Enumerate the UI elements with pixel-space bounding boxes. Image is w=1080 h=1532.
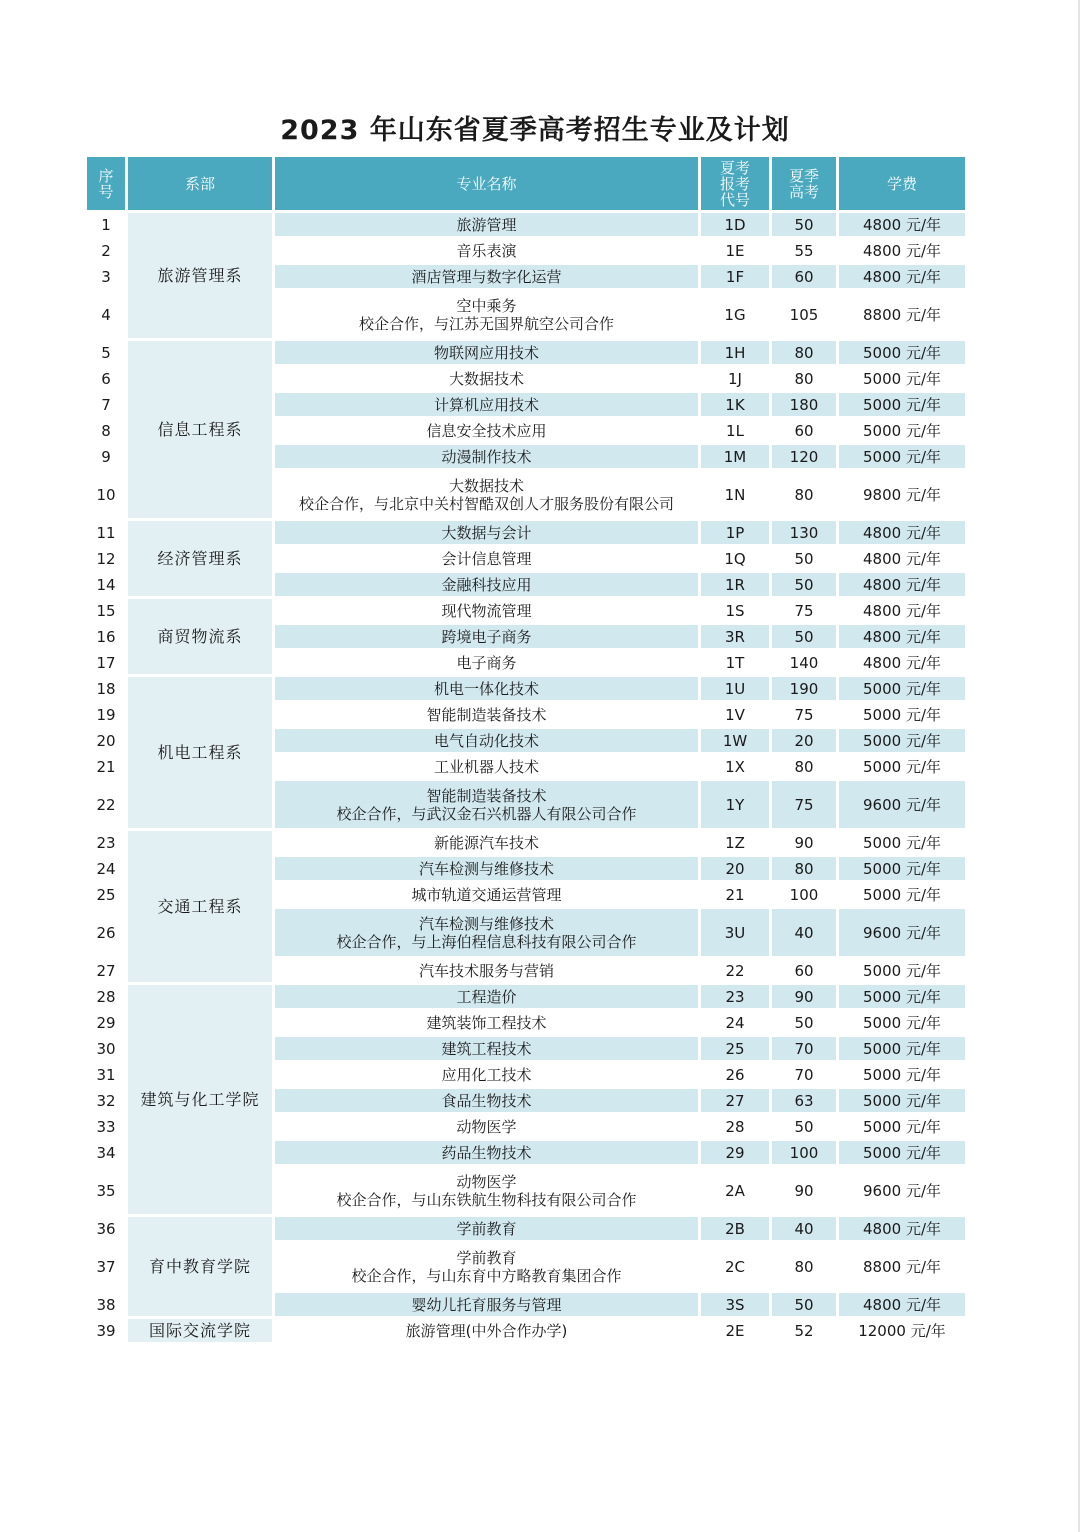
- row-number: 20: [87, 729, 125, 752]
- quota-cell: 130: [772, 521, 836, 544]
- tuition-cell: 4800 元/年: [839, 521, 965, 544]
- tuition-cell: 4800 元/年: [839, 1293, 965, 1316]
- row-number: 1: [87, 213, 125, 236]
- quota-cell: 50: [772, 1115, 836, 1138]
- major-name: 空中乘务: [456, 296, 517, 315]
- quota-cell: 80: [772, 471, 836, 518]
- major-name: 建筑装饰工程技术: [426, 1013, 547, 1032]
- row-number: 11: [87, 521, 125, 544]
- tuition-cell: 8800 元/年: [839, 1243, 965, 1290]
- tuition-cell: 5000 元/年: [839, 1115, 965, 1138]
- major-cell: [275, 1141, 698, 1164]
- tuition-cell: 4800 元/年: [839, 1217, 965, 1240]
- major-name: 旅游管理(中外合作办学): [405, 1321, 568, 1340]
- major-cell: [275, 471, 698, 518]
- tuition-cell: 4800 元/年: [839, 573, 965, 596]
- table-row: [87, 1217, 965, 1240]
- quota-cell: 50: [772, 1011, 836, 1034]
- major-cell: [275, 1319, 698, 1342]
- exam-code-cell: 1Y: [701, 781, 769, 828]
- tuition-cell: 9800 元/年: [839, 471, 965, 518]
- exam-code-cell: 2E: [701, 1319, 769, 1342]
- major-name: 工业机器人技术: [433, 757, 539, 776]
- exam-code-cell: 2A: [701, 1167, 769, 1214]
- quota-cell: 180: [772, 393, 836, 416]
- col-header-major: 专业名称: [275, 157, 698, 210]
- tuition-cell: 9600 元/年: [839, 1167, 965, 1214]
- col-header-code: [701, 157, 769, 210]
- quota-cell: 40: [772, 909, 836, 956]
- exam-code-cell: 1D: [701, 213, 769, 236]
- department-cell: 经济管理系: [128, 521, 272, 596]
- quota-cell: 70: [772, 1063, 836, 1086]
- major-name: 食品生物技术: [441, 1091, 532, 1110]
- exam-code-cell: 3R: [701, 625, 769, 648]
- major-name: 金融科技应用: [441, 575, 532, 594]
- major-cell: [275, 341, 698, 364]
- major-cell: [275, 393, 698, 416]
- table-row: [87, 677, 965, 700]
- major-name: 婴幼儿托育服务与管理: [411, 1295, 562, 1314]
- quota-cell: 50: [772, 1293, 836, 1316]
- department-cell: 机电工程系: [128, 677, 272, 828]
- major-name: 动漫制作技术: [441, 447, 532, 466]
- tuition-cell: 5000 元/年: [839, 341, 965, 364]
- page-title: 2023 年山东省夏季高考招生专业及计划: [280, 115, 790, 146]
- major-cell: [275, 883, 698, 906]
- h-no-label: 序 号: [98, 166, 114, 201]
- major-cell: [275, 1089, 698, 1112]
- major-cell: [275, 367, 698, 390]
- exam-code-cell: 1X: [701, 755, 769, 778]
- quota-cell: 80: [772, 857, 836, 880]
- row-number: 26: [87, 909, 125, 956]
- exam-code-cell: 1E: [701, 239, 769, 262]
- exam-code-cell: 20: [701, 857, 769, 880]
- row-number: 32: [87, 1089, 125, 1112]
- exam-code-cell: 1H: [701, 341, 769, 364]
- major-name: 汽车检测与维修技术: [418, 859, 554, 878]
- enrollment-table: [84, 154, 968, 1345]
- tuition-cell: 8800 元/年: [839, 291, 965, 338]
- major-name: 城市轨道交通运营管理: [411, 885, 562, 904]
- quota-cell: 50: [772, 547, 836, 570]
- tuition-cell: 4800 元/年: [839, 239, 965, 262]
- quota-cell: 63: [772, 1089, 836, 1112]
- major-name: 物联网应用技术: [433, 343, 539, 362]
- exam-code-cell: 28: [701, 1115, 769, 1138]
- quota-cell: 120: [772, 445, 836, 468]
- quota-cell: 50: [772, 625, 836, 648]
- major-name: 工程造价: [456, 987, 517, 1006]
- major-name: 新能源汽车技术: [433, 833, 539, 852]
- major-cell: [275, 651, 698, 674]
- major-name: 药品生物技术: [441, 1143, 532, 1162]
- row-number: 39: [87, 1319, 125, 1342]
- row-number: 34: [87, 1141, 125, 1164]
- tuition-cell: 5000 元/年: [839, 729, 965, 752]
- department-cell: 交通工程系: [128, 831, 272, 982]
- major-cell: [275, 213, 698, 236]
- exam-code-cell: 1R: [701, 573, 769, 596]
- tuition-cell: 5000 元/年: [839, 393, 965, 416]
- row-number: 7: [87, 393, 125, 416]
- exam-code-cell: 1S: [701, 599, 769, 622]
- major-name: 机电一体化技术: [433, 679, 539, 698]
- major-name: 电子商务: [456, 653, 517, 672]
- tuition-cell: 9600 元/年: [839, 781, 965, 828]
- major-cell: [275, 1115, 698, 1138]
- major-name: 汽车技术服务与营销: [418, 961, 554, 980]
- exam-code-cell: 24: [701, 1011, 769, 1034]
- major-cell: [275, 445, 698, 468]
- major-cell: [275, 729, 698, 752]
- quota-cell: 55: [772, 239, 836, 262]
- major-cell: [275, 755, 698, 778]
- major-cell: [275, 625, 698, 648]
- exam-code-cell: 2C: [701, 1243, 769, 1290]
- row-number: 19: [87, 703, 125, 726]
- major-note: 校企合作，与江苏无国界航空公司合作: [358, 314, 614, 333]
- department-cell: 国际交流学院: [128, 1319, 272, 1342]
- major-name: 动物医学: [456, 1172, 517, 1191]
- exam-code-cell: 29: [701, 1141, 769, 1164]
- row-number: 23: [87, 831, 125, 854]
- tuition-cell: 5000 元/年: [839, 677, 965, 700]
- tuition-cell: 5000 元/年: [839, 857, 965, 880]
- department-cell: 育中教育学院: [128, 1217, 272, 1316]
- quota-cell: 60: [772, 265, 836, 288]
- major-cell: [275, 857, 698, 880]
- major-cell: [275, 265, 698, 288]
- exam-code-cell: 1P: [701, 521, 769, 544]
- table-body: [87, 213, 965, 1342]
- major-name: 大数据技术: [448, 369, 524, 388]
- major-cell: [275, 1293, 698, 1316]
- row-number: 29: [87, 1011, 125, 1034]
- major-name: 信息安全技术应用: [426, 421, 547, 440]
- row-number: 17: [87, 651, 125, 674]
- major-cell: [275, 1217, 698, 1240]
- major-name: 应用化工技术: [441, 1065, 532, 1084]
- major-name: 学前教育: [456, 1219, 517, 1238]
- major-name: 大数据技术: [448, 476, 524, 495]
- quota-cell: 60: [772, 959, 836, 982]
- tuition-cell: 5000 元/年: [839, 445, 965, 468]
- major-cell: [275, 239, 698, 262]
- quota-cell: 52: [772, 1319, 836, 1342]
- row-number: 25: [87, 883, 125, 906]
- quota-cell: 50: [772, 573, 836, 596]
- major-cell: [275, 831, 698, 854]
- table-row: [87, 341, 965, 364]
- major-cell: [275, 547, 698, 570]
- tuition-cell: 5000 元/年: [839, 419, 965, 442]
- tuition-cell: 4800 元/年: [839, 547, 965, 570]
- col-header-dept: 系部: [128, 157, 272, 210]
- tuition-cell: 4800 元/年: [839, 213, 965, 236]
- major-name: 动物医学: [456, 1117, 517, 1136]
- major-note: 校企合作，与武汉金石兴机器人有限公司合作: [336, 804, 637, 823]
- table-header-row: [87, 157, 965, 210]
- major-cell: [275, 703, 698, 726]
- exam-code-cell: 21: [701, 883, 769, 906]
- row-number: 38: [87, 1293, 125, 1316]
- row-number: 28: [87, 985, 125, 1008]
- department-cell: 建筑与化工学院: [128, 985, 272, 1214]
- tuition-cell: 5000 元/年: [839, 703, 965, 726]
- tuition-cell: 9600 元/年: [839, 909, 965, 956]
- major-name: 智能制造装备技术: [426, 786, 547, 805]
- exam-code-cell: 3S: [701, 1293, 769, 1316]
- quota-cell: 90: [772, 985, 836, 1008]
- row-number: 27: [87, 959, 125, 982]
- quota-cell: 105: [772, 291, 836, 338]
- quota-cell: 75: [772, 781, 836, 828]
- major-name: 大数据与会计: [441, 523, 532, 542]
- quota-cell: 80: [772, 367, 836, 390]
- major-cell: [275, 781, 698, 828]
- quota-cell: 100: [772, 1141, 836, 1164]
- tuition-cell: 5000 元/年: [839, 1011, 965, 1034]
- exam-code-cell: 1N: [701, 471, 769, 518]
- row-number: 5: [87, 341, 125, 364]
- major-cell: [275, 573, 698, 596]
- row-number: 12: [87, 547, 125, 570]
- quota-cell: 140: [772, 651, 836, 674]
- exam-code-cell: 23: [701, 985, 769, 1008]
- quota-cell: 190: [772, 677, 836, 700]
- exam-code-cell: 1F: [701, 265, 769, 288]
- tuition-cell: 12000 元/年: [839, 1319, 965, 1342]
- quota-cell: 60: [772, 419, 836, 442]
- major-name: 智能制造装备技术: [426, 705, 547, 724]
- department-cell: 商贸物流系: [128, 599, 272, 674]
- row-number: 9: [87, 445, 125, 468]
- major-name: 跨境电子商务: [441, 627, 532, 646]
- row-number: 36: [87, 1217, 125, 1240]
- major-cell: [275, 1243, 698, 1290]
- major-cell: [275, 1063, 698, 1086]
- col-header-no: [87, 157, 125, 210]
- exam-code-cell: 2B: [701, 1217, 769, 1240]
- quota-cell: 80: [772, 755, 836, 778]
- table-row: [87, 599, 965, 622]
- tuition-cell: 4800 元/年: [839, 265, 965, 288]
- col-header-count: [772, 157, 836, 210]
- major-name: 建筑工程技术: [441, 1039, 532, 1058]
- row-number: 14: [87, 573, 125, 596]
- tuition-cell: 4800 元/年: [839, 599, 965, 622]
- row-number: 35: [87, 1167, 125, 1214]
- major-cell: [275, 291, 698, 338]
- exam-code-cell: 1L: [701, 419, 769, 442]
- major-name: 学前教育: [456, 1248, 517, 1267]
- exam-code-cell: 22: [701, 959, 769, 982]
- tuition-cell: 5000 元/年: [839, 367, 965, 390]
- row-number: 6: [87, 367, 125, 390]
- row-number: 33: [87, 1115, 125, 1138]
- row-number: 21: [87, 755, 125, 778]
- row-number: 3: [87, 265, 125, 288]
- quota-cell: 70: [772, 1037, 836, 1060]
- major-cell: [275, 521, 698, 544]
- row-number: 37: [87, 1243, 125, 1290]
- tuition-cell: 5000 元/年: [839, 959, 965, 982]
- row-number: 8: [87, 419, 125, 442]
- major-name: 旅游管理: [456, 215, 517, 234]
- quota-cell: 80: [772, 341, 836, 364]
- exam-code-cell: 25: [701, 1037, 769, 1060]
- major-note: 校企合作，与山东育中方略教育集团合作: [351, 1266, 622, 1285]
- row-number: 16: [87, 625, 125, 648]
- major-note: 校企合作，与山东铁航生物科技有限公司合作: [336, 1190, 637, 1209]
- tuition-cell: 5000 元/年: [839, 1063, 965, 1086]
- major-name: 会计信息管理: [441, 549, 532, 568]
- row-number: 31: [87, 1063, 125, 1086]
- row-number: 2: [87, 239, 125, 262]
- major-cell: [275, 909, 698, 956]
- exam-code-cell: 1K: [701, 393, 769, 416]
- exam-code-cell: 26: [701, 1063, 769, 1086]
- row-number: 18: [87, 677, 125, 700]
- exam-code-cell: 1Z: [701, 831, 769, 854]
- quota-cell: 75: [772, 599, 836, 622]
- h-count-label: 夏季 高考: [788, 166, 819, 201]
- table-row: [87, 213, 965, 236]
- quota-cell: 20: [772, 729, 836, 752]
- row-number: 24: [87, 857, 125, 880]
- department-cell: 旅游管理系: [128, 213, 272, 338]
- table-row: [87, 521, 965, 544]
- tuition-cell: 4800 元/年: [839, 651, 965, 674]
- table-row: [87, 831, 965, 854]
- major-name: 计算机应用技术: [433, 395, 539, 414]
- major-name: 汽车检测与维修技术: [418, 914, 554, 933]
- quota-cell: 50: [772, 213, 836, 236]
- major-cell: [275, 985, 698, 1008]
- row-number: 30: [87, 1037, 125, 1060]
- major-name: 音乐表演: [456, 241, 517, 260]
- row-number: 22: [87, 781, 125, 828]
- exam-code-cell: 27: [701, 1089, 769, 1112]
- quota-cell: 90: [772, 831, 836, 854]
- row-number: 10: [87, 471, 125, 518]
- major-cell: [275, 1037, 698, 1060]
- tuition-cell: 5000 元/年: [839, 1037, 965, 1060]
- quota-cell: 80: [772, 1243, 836, 1290]
- major-name: 现代物流管理: [441, 601, 532, 620]
- major-cell: [275, 599, 698, 622]
- major-cell: [275, 419, 698, 442]
- col-header-fee: 学费: [839, 157, 965, 210]
- quota-cell: 100: [772, 883, 836, 906]
- major-cell: [275, 1011, 698, 1034]
- table-row: [87, 1319, 965, 1342]
- major-name: 酒店管理与数字化运营: [411, 267, 562, 286]
- row-number: 4: [87, 291, 125, 338]
- tuition-cell: 5000 元/年: [839, 985, 965, 1008]
- exam-code-cell: 1M: [701, 445, 769, 468]
- major-cell: [275, 959, 698, 982]
- major-cell: [275, 677, 698, 700]
- tuition-cell: 5000 元/年: [839, 755, 965, 778]
- tuition-cell: 5000 元/年: [839, 883, 965, 906]
- tuition-cell: 5000 元/年: [839, 1089, 965, 1112]
- department-cell: 信息工程系: [128, 341, 272, 518]
- h-code-label: 夏考 报考 代号: [719, 158, 750, 209]
- major-cell: [275, 1167, 698, 1214]
- exam-code-cell: 1W: [701, 729, 769, 752]
- major-note: 校企合作，与上海伯程信息科技有限公司合作: [336, 932, 637, 951]
- row-number: 15: [87, 599, 125, 622]
- quota-cell: 75: [772, 703, 836, 726]
- tuition-cell: 5000 元/年: [839, 831, 965, 854]
- exam-code-cell: 1T: [701, 651, 769, 674]
- quota-cell: 40: [772, 1217, 836, 1240]
- major-note: 校企合作，与北京中关村智酷双创人才服务股份有限公司: [298, 494, 674, 513]
- exam-code-cell: 1U: [701, 677, 769, 700]
- exam-code-cell: 1J: [701, 367, 769, 390]
- exam-code-cell: 3U: [701, 909, 769, 956]
- table-row: [87, 985, 965, 1008]
- exam-code-cell: 1Q: [701, 547, 769, 570]
- exam-code-cell: 1G: [701, 291, 769, 338]
- quota-cell: 90: [772, 1167, 836, 1214]
- tuition-cell: 4800 元/年: [839, 625, 965, 648]
- exam-code-cell: 1V: [701, 703, 769, 726]
- major-name: 电气自动化技术: [433, 731, 539, 750]
- tuition-cell: 5000 元/年: [839, 1141, 965, 1164]
